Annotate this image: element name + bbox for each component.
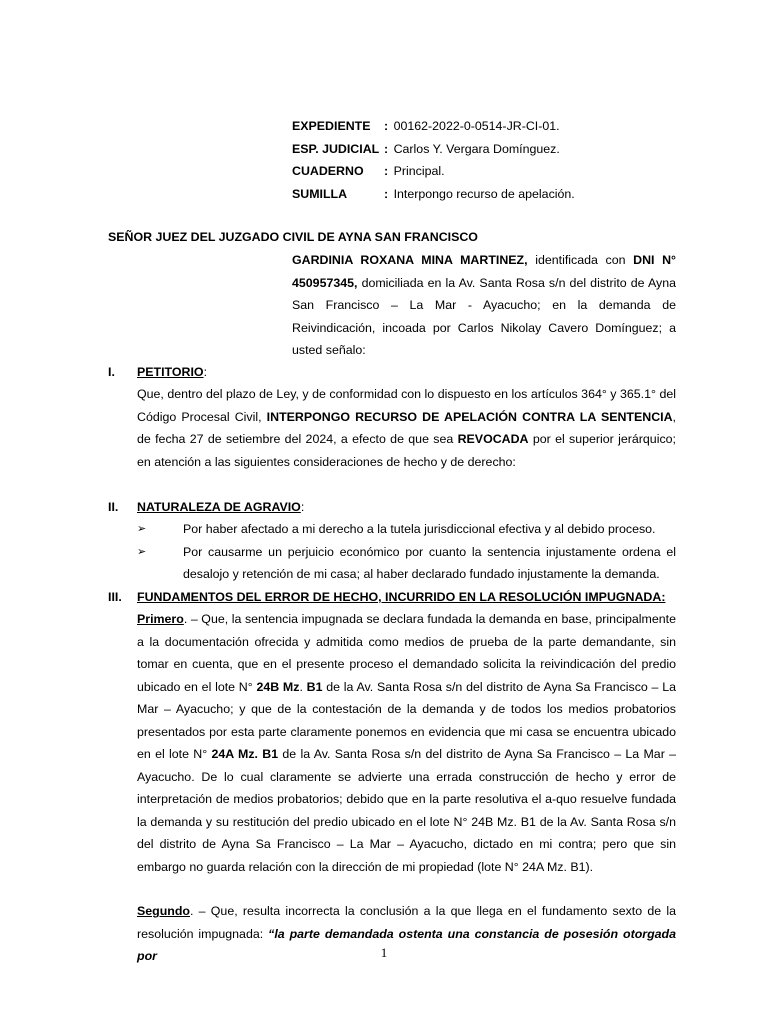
fundamento-primero: Primero. – Que, la sentencia impugnada se declara fundada la demanda en base, principalmente a la documentación ofrecida y admitida como medios de prueba de la parte demandante, sin tomar en cuenta, que en el presente proceso el demandado solicita la reivindicación del predio ubicado en el lote N° 24B Mz. B1 de la Av. Santa Rosa s/n del distrito de Ayna Sa Francisco – La Mar – Ayacucho; y que de la contestación de la demanda y de todos los medios probatorios presentados por esta parte claramente ponemos en evidencia que mi casa se encuentra ubicado en el lote N° 24A Mz. B1 de la Av. Santa Rosa s/n del distrito de Ayna Sa Francisco – La Mar – Ayacucho. De lo cual claramente se advierte una errada construcción de hecho y error de interpretación de medios probatorios; debido que en la parte resolutiva el a-quo resuelve fundada la demanda y su restitución del predio ubicado en el lote N° 24B Mz. B1 de la Av. Santa Rosa s/n del distrito de Ayna Sa Francisco – La Mar – Ayacucho, dictado en mi contra; pero que sin embargo no guarda relación con la dirección de mi propiedad (lote N° 24A Mz. B1). <box>137 612 676 874</box>
section-title: NATURALEZA DE AGRAVIO <box>137 500 301 514</box>
fundamento-segundo: Segundo. – Que, resulta incorrecta la conclusión a la que llega en el fundamento sexto de la resolución impugnada: “la parte demandada ostenta una constancia de posesión otorgada por <box>137 904 677 963</box>
addressee-line: SEÑOR JUEZ DEL JUZGADO CIVIL DE AYNA SAN FRANCISCO <box>108 230 478 244</box>
arrow-bullet-icon: ➢ <box>137 545 147 558</box>
section-number: III. <box>108 590 122 604</box>
section-heading-agravio: II. NATURALEZA DE AGRAVIO: <box>108 496 304 518</box>
quoted-text: “la parte demandada ostenta una constancia de posesión otorgada por <box>137 926 677 963</box>
section-heading-petitorio: I. PETITORIO: <box>108 361 207 383</box>
header-label: SUMILLA <box>292 186 348 201</box>
petitorio-paragraph: Que, dentro del plazo de Ley, y de conformidad con lo dispuesto en los artículos 364° y 365.1° del Código Procesal Civil, INTERPONGO RECURSO DE APELACIÓN CONTRA LA SENTENCIA, de fecha 27 de setiembre del 2024, a efecto de que sea REVOCADA por el superior jerárquico; en atención a las siguientes consideraciones de hecho y de derecho: <box>137 387 676 469</box>
dni-number: DNI N° 450957345, <box>292 253 676 290</box>
header-label: CUADERNO <box>292 164 364 178</box>
section-heading-fundamentos <box>108 586 665 608</box>
agravio-list <box>137 518 676 586</box>
header-value: : Principal. <box>384 164 445 178</box>
case-header <box>292 115 692 205</box>
header-row-sumilla <box>292 183 692 206</box>
paragraph-lead: Segundo <box>137 904 190 918</box>
section-title: FUNDAMENTOS DEL ERROR DE HECHO, INCURRIDO EN LA RESOLUCIÓN IMPUGNADA: <box>137 590 666 604</box>
section-title: PETITORIO <box>137 365 204 379</box>
header-value: : 00162-2022-0-0514-JR-CI-01. <box>384 119 560 133</box>
header-label: ESP. JUDICIAL <box>292 141 380 156</box>
header-value: : Carlos Y. Vergara Domínguez. <box>384 141 560 156</box>
paragraph-lead: Primero <box>137 612 184 626</box>
list-item: ➢ Por causarme un perjuicio económico por cuanto la sentencia injustamente ordena el desalojo y retención de mi casa; al haber declarado fundado injustamente la demanda. <box>137 541 676 586</box>
header-row-expediente <box>292 115 692 138</box>
page-number: 1 <box>380 945 388 960</box>
header-row-cuaderno <box>292 160 692 183</box>
section-number: II. <box>108 500 119 514</box>
list-item: ➢ Por haber afectado a mi derecho a la tutela jurisdiccional efectiva y al debido proceso. <box>137 518 676 541</box>
intro-paragraph: GARDINIA ROXANA MINA MARTINEZ, identificada con DNI N° 450957345, domiciliada en la Av. Santa Rosa s/n del distrito de Ayna San Francisco – La Mar - Ayacucho; en la demanda de Reivindicación, incoada por Carlos Nikolay Cavero Domínguez; a usted señalo: <box>292 253 676 358</box>
section-number: I. <box>108 365 115 379</box>
header-row-especialista <box>292 138 692 161</box>
arrow-bullet-icon: ➢ <box>137 523 147 535</box>
plaintiff-name: GARDINIA ROXANA MINA MARTINEZ, <box>292 253 528 267</box>
header-value: : Interpongo recurso de apelación. <box>384 186 575 201</box>
header-label: EXPEDIENTE <box>292 119 371 133</box>
